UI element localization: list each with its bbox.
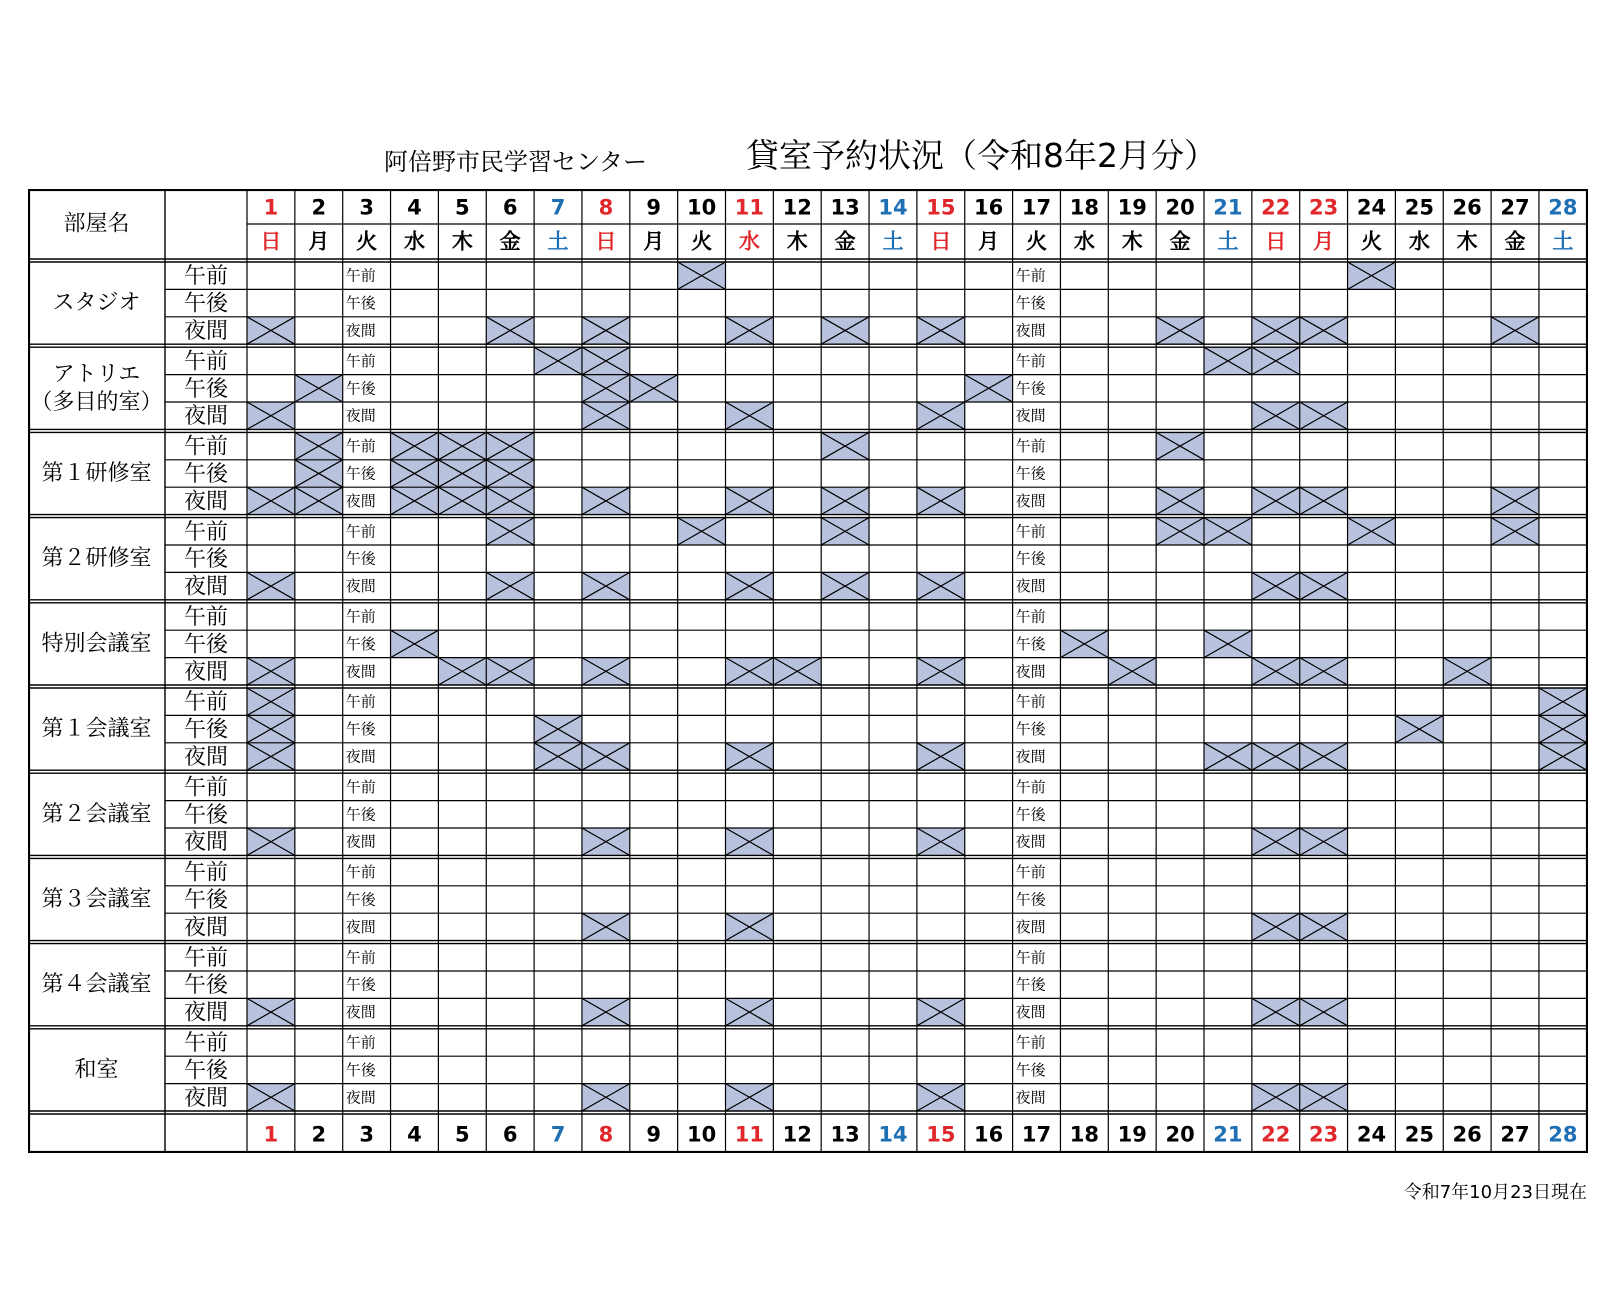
closed-slot-label: 午後	[345, 379, 376, 398]
day-number-footer: 25	[1404, 1122, 1434, 1147]
closed-slot-label: 午後	[1015, 1060, 1046, 1079]
day-number-footer: 8	[598, 1122, 614, 1147]
day-number-footer: 26	[1452, 1122, 1482, 1147]
day-number-header: 4	[407, 195, 422, 220]
period-label: 夜間	[183, 915, 229, 941]
day-number-header: 16	[974, 195, 1004, 220]
closed-slot-label: 夜間	[1015, 321, 1046, 340]
weekday-header: 火	[691, 229, 713, 254]
day-number-footer: 9	[646, 1122, 662, 1147]
closed-slot-label: 夜間	[345, 917, 376, 936]
closed-slot-label: 午後	[1015, 379, 1046, 398]
day-number-header: 21	[1213, 195, 1243, 220]
period-label: 午前	[183, 264, 229, 290]
period-label: 夜間	[183, 574, 229, 600]
day-number-header: 28	[1548, 195, 1578, 220]
closed-slot-label: 午前	[345, 522, 376, 541]
day-number-header: 20	[1165, 195, 1195, 220]
day-number-header: 19	[1117, 195, 1147, 220]
room-header: 部屋名	[63, 211, 130, 237]
weekday-header: 金	[1504, 229, 1526, 254]
day-number-header: 15	[926, 195, 956, 220]
day-number-footer: 23	[1309, 1122, 1339, 1147]
weekday-header: 火	[1360, 229, 1382, 254]
weekday-header: 月	[1313, 229, 1335, 254]
closed-slot-label: 午前	[1015, 266, 1046, 285]
weekday-header: 金	[499, 229, 521, 254]
closed-slot-label: 午後	[345, 975, 376, 994]
day-number-header: 7	[550, 195, 566, 220]
day-number-header: 17	[1021, 195, 1052, 220]
day-number-footer: 6	[502, 1122, 518, 1147]
weekday-header: 土	[547, 229, 569, 254]
day-number-header: 22	[1261, 195, 1291, 220]
weekday-header: 木	[786, 229, 808, 254]
room-group	[247, 347, 1348, 429]
period-label: 夜間	[183, 659, 229, 685]
room-name: アトリエ	[52, 361, 141, 387]
room-group	[247, 1084, 1348, 1111]
weekday-header: 日	[1265, 229, 1287, 254]
weekday-header: 土	[1552, 229, 1574, 254]
day-number-header: 11	[734, 195, 765, 220]
day-number-header: 13	[830, 195, 860, 220]
day-number-header: 25	[1404, 195, 1434, 220]
closed-slot-label: 午前	[345, 948, 376, 967]
period-label: 午後	[183, 291, 229, 317]
day-number-footer: 18	[1069, 1122, 1099, 1147]
room-group	[247, 262, 1539, 344]
closed-slot-label: 夜間	[1015, 747, 1046, 766]
closed-slot-label: 夜間	[1015, 832, 1046, 851]
closed-slot-label: 午前	[345, 692, 376, 711]
period-label: 午前	[183, 605, 229, 630]
weekday-header: 水	[1073, 229, 1095, 254]
closed-slot-label: 午前	[345, 777, 376, 796]
closed-slot-label: 午後	[1015, 720, 1046, 739]
weekday-header: 火	[356, 229, 378, 254]
day-number-footer: 3	[359, 1122, 374, 1147]
closed-slot-label: 午前	[345, 1033, 376, 1052]
period-label: 夜間	[183, 745, 229, 770]
day-number-footer: 15	[926, 1122, 956, 1147]
weekday-header: 金	[834, 229, 856, 254]
closed-slot-label: 夜間	[345, 747, 376, 766]
period-label: 午後	[183, 717, 229, 743]
day-number-footer: 28	[1548, 1122, 1578, 1147]
room-group	[247, 828, 1348, 855]
day-number-footer: 20	[1165, 1122, 1195, 1147]
closed-slot-label: 夜間	[1015, 662, 1046, 681]
day-number-header: 3	[359, 195, 374, 220]
period-label: 午前	[183, 349, 229, 375]
day-number-footer: 10	[686, 1122, 717, 1147]
weekday-header: 日	[930, 229, 952, 254]
page-title: 貸室予約状況（令和8年2月分）	[746, 136, 1217, 175]
period-label: 夜間	[183, 830, 229, 856]
period-label: 午後	[183, 1058, 229, 1084]
weekday-header: 土	[1217, 229, 1239, 254]
weekday-header: 水	[403, 229, 425, 254]
closed-slot-label: 夜間	[345, 321, 376, 340]
closed-slot-label: 夜間	[1015, 577, 1046, 596]
day-number-footer: 16	[974, 1122, 1004, 1147]
room-name: 第１研修室	[41, 461, 152, 486]
closed-slot-label: 午後	[345, 634, 376, 653]
day-number-footer: 17	[1021, 1122, 1052, 1147]
day-number-footer: 27	[1500, 1122, 1530, 1147]
weekday-header: 日	[595, 229, 617, 254]
period-label: 夜間	[183, 1085, 229, 1111]
closed-slot-label: 夜間	[345, 406, 376, 425]
closed-slot-label: 午前	[345, 266, 376, 285]
closed-slot-label: 午後	[345, 549, 376, 568]
closed-slot-label: 午後	[1015, 805, 1046, 824]
day-number-footer: 19	[1117, 1122, 1147, 1147]
day-number-header: 2	[311, 195, 327, 220]
closed-slot-label: 夜間	[1015, 491, 1046, 510]
closed-slot-label: 午後	[1015, 634, 1046, 653]
period-label: 午前	[183, 945, 229, 971]
day-number-header: 14	[878, 195, 908, 220]
day-number-header: 18	[1069, 195, 1099, 220]
closed-slot-label: 午前	[345, 863, 376, 882]
closed-slot-label: 夜間	[345, 832, 376, 851]
room-name: 第３会議室	[41, 887, 152, 912]
closed-slot-label: 午前	[1015, 607, 1046, 626]
period-label: 午前	[183, 1031, 229, 1056]
day-number-header: 26	[1452, 195, 1482, 220]
closed-slot-label: 午後	[345, 1060, 376, 1079]
day-number-header: 9	[646, 195, 662, 220]
day-number-footer: 5	[455, 1122, 470, 1147]
closed-slot-label: 午後	[345, 294, 376, 313]
reservation-table	[28, 189, 1588, 1153]
period-label: 午後	[183, 802, 229, 828]
day-number-footer: 7	[550, 1122, 566, 1147]
day-number-footer: 1	[263, 1122, 279, 1147]
as-of-date: 令和7年10月23日現在	[1403, 1182, 1587, 1203]
day-number-footer: 4	[407, 1122, 422, 1147]
weekday-header: 土	[882, 229, 904, 254]
period-label: 午前	[183, 775, 229, 801]
period-label: 午後	[183, 973, 229, 999]
day-number-footer: 24	[1356, 1122, 1387, 1147]
closed-slot-label: 午後	[345, 890, 376, 909]
period-label: 午後	[183, 888, 229, 913]
room-name: 第２会議室	[41, 801, 152, 827]
closed-slot-label: 午後	[345, 464, 376, 483]
closed-slot-label: 午前	[345, 351, 376, 370]
day-number-footer: 11	[734, 1122, 765, 1147]
period-label: 夜間	[183, 489, 229, 515]
period-label: 午後	[183, 462, 229, 487]
day-number-footer: 21	[1213, 1122, 1243, 1147]
period-label: 午後	[183, 632, 229, 658]
period-label: 午前	[183, 860, 229, 886]
closed-slot-label: 午後	[345, 720, 376, 739]
room-name: 和室	[74, 1057, 119, 1083]
weekday-header: 月	[978, 229, 1000, 254]
closed-slot-label: 午後	[1015, 549, 1046, 568]
closed-slot-label: 午後	[1015, 294, 1046, 313]
day-number-header: 5	[455, 195, 470, 220]
period-label: 午後	[183, 376, 229, 402]
closed-slot-label: 午後	[345, 805, 376, 824]
day-number-footer: 14	[878, 1122, 908, 1147]
title-bar	[0, 130, 1617, 180]
weekday-header: 月	[308, 229, 330, 254]
room-name: 第４会議室	[41, 972, 152, 998]
weekday-header: 木	[451, 229, 473, 254]
weekday-header: 火	[1026, 229, 1048, 254]
closed-slot-label: 夜間	[1015, 1088, 1046, 1107]
closed-slot-label: 夜間	[1015, 406, 1046, 425]
day-number-header: 12	[782, 195, 812, 220]
room-group	[247, 432, 1539, 514]
weekday-header: 水	[1408, 229, 1430, 254]
room-group	[247, 518, 1539, 600]
day-number-footer: 12	[782, 1122, 812, 1147]
closed-slot-label: 夜間	[345, 1003, 376, 1022]
closed-slot-label: 夜間	[345, 491, 376, 510]
closed-slot-label: 午後	[1015, 975, 1046, 994]
period-label: 夜間	[183, 1000, 229, 1026]
closed-slot-label: 午前	[345, 437, 376, 456]
room-name: （多目的室）	[30, 389, 163, 415]
day-number-footer: 2	[311, 1122, 327, 1147]
day-number-footer: 13	[830, 1122, 860, 1147]
reservation-grid-svg	[28, 189, 1588, 1153]
closed-slot-label: 午前	[1015, 437, 1046, 456]
center-name: 阿倍野市民学習センター	[384, 148, 648, 176]
closed-slot-label: 午前	[1015, 351, 1046, 370]
weekday-header: 日	[260, 229, 282, 254]
room-name: 第１会議室	[41, 716, 152, 742]
day-number-header: 24	[1356, 195, 1387, 220]
room-name: スタジオ	[52, 290, 141, 316]
period-label: 夜間	[183, 319, 229, 344]
closed-slot-label: 夜間	[1015, 917, 1046, 936]
closed-slot-label: 夜間	[1015, 1003, 1046, 1022]
period-label: 夜間	[183, 404, 229, 430]
room-group	[247, 998, 1348, 1025]
closed-slot-label: 午前	[345, 607, 376, 626]
closed-slot-label: 午後	[1015, 464, 1046, 483]
day-number-header: 6	[502, 195, 518, 220]
day-number-header: 27	[1500, 195, 1530, 220]
weekday-header: 木	[1121, 229, 1143, 254]
weekday-header: 木	[1456, 229, 1478, 254]
day-number-header: 8	[598, 195, 614, 220]
weekday-header: 月	[643, 229, 665, 254]
weekday-header: 金	[1169, 229, 1191, 254]
closed-slot-label: 午後	[1015, 890, 1046, 909]
period-label: 午前	[183, 519, 229, 545]
weekday-header: 水	[738, 229, 760, 254]
closed-slot-label: 夜間	[345, 577, 376, 596]
closed-slot-label: 夜間	[345, 662, 376, 681]
day-number-footer: 22	[1261, 1122, 1291, 1147]
day-number-header: 1	[263, 195, 279, 220]
period-label: 午前	[183, 434, 229, 460]
period-label: 午後	[183, 547, 229, 573]
day-number-header: 10	[686, 195, 717, 220]
closed-slot-label: 午前	[1015, 692, 1046, 711]
closed-slot-label: 午前	[1015, 777, 1046, 796]
closed-slot-label: 午前	[1015, 948, 1046, 967]
room-name: 第２研修室	[41, 546, 152, 572]
closed-slot-label: 夜間	[345, 1088, 376, 1107]
closed-slot-label: 午前	[1015, 863, 1046, 882]
room-name: 特別会議室	[41, 631, 152, 657]
closed-slot-label: 午前	[1015, 522, 1046, 541]
period-label: 午前	[183, 690, 229, 716]
closed-slot-label: 午前	[1015, 1033, 1046, 1052]
day-number-header: 23	[1309, 195, 1339, 220]
